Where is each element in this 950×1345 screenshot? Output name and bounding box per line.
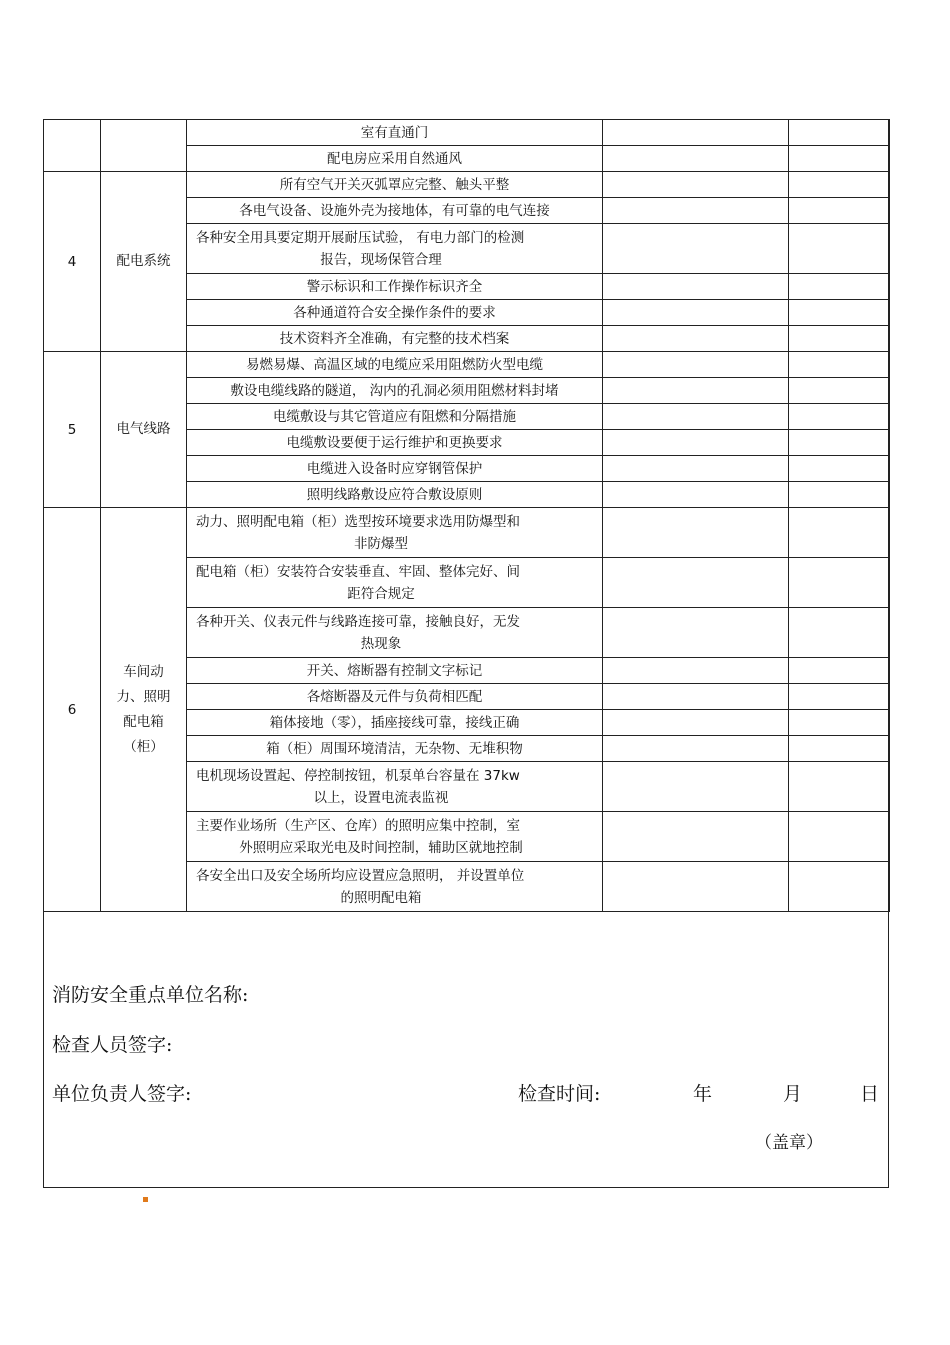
check-item-text: 敷设电缆线路的隧道， 沟内的孔洞必须用阻燃材料封堵 xyxy=(230,382,559,399)
result-cell xyxy=(603,710,789,736)
note-cell xyxy=(789,762,890,812)
check-item-text: 热现象 xyxy=(360,635,402,652)
note-cell xyxy=(789,300,890,326)
note-cell xyxy=(789,456,890,482)
section-number: 6 xyxy=(44,508,101,912)
note-cell xyxy=(789,146,890,172)
result-cell xyxy=(603,482,789,508)
result-cell xyxy=(603,684,789,710)
result-cell xyxy=(603,430,789,456)
unit-head-signature-label: 单位负责人签字: xyxy=(52,1083,192,1105)
check-item-text: 的照明配电箱 xyxy=(340,889,422,906)
check-item xyxy=(187,352,603,378)
check-item-text: 各种通道符合安全操作条件的要求 xyxy=(293,304,496,321)
seal-label: （盖章） xyxy=(755,1133,823,1153)
table-row xyxy=(44,120,890,146)
note-cell xyxy=(789,684,890,710)
section-number: 4 xyxy=(44,172,101,352)
note-cell xyxy=(789,352,890,378)
day-label: 日 xyxy=(860,1083,880,1105)
check-item xyxy=(187,812,603,862)
check-item xyxy=(187,482,603,508)
note-cell xyxy=(789,558,890,608)
table-row xyxy=(44,352,890,378)
result-cell xyxy=(603,378,789,404)
check-item xyxy=(187,146,603,172)
result-cell xyxy=(603,146,789,172)
number-cell xyxy=(44,120,101,172)
section-category-text: 电气线路 xyxy=(116,421,171,437)
note-cell xyxy=(789,430,890,456)
section-category-text: 配电箱 xyxy=(123,713,164,730)
note-cell xyxy=(789,326,890,352)
check-item xyxy=(187,430,603,456)
check-item xyxy=(187,736,603,762)
category-cell xyxy=(101,120,187,172)
result-cell xyxy=(603,300,789,326)
check-item-text: 各安全出口及安全场所均应设置应急照明， 并设置单位 xyxy=(196,867,525,884)
check-item-text: 开关、熔断器有控制文字标记 xyxy=(306,662,483,679)
result-cell xyxy=(603,862,789,912)
result-cell xyxy=(603,352,789,378)
check-item-text: 照明线路敷设应符合敷设原则 xyxy=(306,486,483,503)
signature-area xyxy=(43,913,889,1188)
page-marker xyxy=(143,1197,148,1202)
note-cell xyxy=(789,172,890,198)
result-cell xyxy=(603,224,789,274)
note-cell xyxy=(789,508,890,558)
check-item-text: 以上，设置电流表监视 xyxy=(313,789,449,806)
check-item-text: 箱（柜）周围环境清洁，无杂物、无堆积物 xyxy=(266,740,523,757)
check-item xyxy=(187,456,603,482)
section-category xyxy=(101,352,187,508)
check-item xyxy=(187,658,603,684)
note-cell xyxy=(789,224,890,274)
check-item xyxy=(187,172,603,198)
result-cell xyxy=(603,172,789,198)
table-row xyxy=(44,172,890,198)
result-cell xyxy=(603,736,789,762)
check-item xyxy=(187,404,603,430)
result-cell xyxy=(603,120,789,146)
year-label: 年 xyxy=(693,1083,713,1105)
check-item xyxy=(187,684,603,710)
result-cell xyxy=(603,274,789,300)
check-item-text: 技术资料齐全准确，有完整的技术档案 xyxy=(279,330,510,347)
note-cell xyxy=(789,274,890,300)
check-item xyxy=(187,710,603,736)
note-cell xyxy=(789,608,890,658)
check-item xyxy=(187,274,603,300)
table-row xyxy=(44,508,890,558)
result-cell xyxy=(603,812,789,862)
check-item-text: 各种开关、仪表元件与线路连接可靠，接触良好，无发 xyxy=(196,613,520,630)
check-item-text: 易燃易爆、高温区域的电缆应采用阻燃防火型电缆 xyxy=(246,356,543,373)
inspection-table xyxy=(43,119,890,912)
check-item xyxy=(187,224,603,274)
note-cell xyxy=(789,482,890,508)
section-category-text: 力、照明 xyxy=(116,688,171,705)
check-item-text: 主要作业场所（生产区、仓库）的照明应集中控制，室 xyxy=(196,817,520,834)
section-category xyxy=(101,508,187,912)
note-cell xyxy=(789,736,890,762)
check-item xyxy=(187,300,603,326)
check-item xyxy=(187,862,603,912)
check-item-text: 各电气设备、设施外壳为接地体，有可靠的电气连接 xyxy=(239,202,550,219)
check-item xyxy=(187,120,603,146)
check-time-label: 检查时间: xyxy=(518,1083,601,1105)
note-cell xyxy=(789,862,890,912)
section-category-text: （柜） xyxy=(123,738,164,755)
check-item-text: 报告，现场保管合理 xyxy=(320,251,442,268)
result-cell xyxy=(603,558,789,608)
check-item-text: 各熔断器及元件与负荷相匹配 xyxy=(306,688,483,705)
result-cell xyxy=(603,762,789,812)
section-category xyxy=(101,172,187,352)
check-item xyxy=(187,558,603,608)
inspector-signature-label: 检查人员签字: xyxy=(52,1034,173,1056)
check-item xyxy=(187,508,603,558)
check-item xyxy=(187,198,603,224)
note-cell xyxy=(789,378,890,404)
note-cell xyxy=(789,404,890,430)
result-cell xyxy=(603,198,789,224)
check-item xyxy=(187,378,603,404)
check-item-text: 各种安全用具要定期开展耐压试验， 有电力部门的检测 xyxy=(196,229,525,246)
check-item-text: 警示标识和工作操作标识齐全 xyxy=(306,278,483,295)
note-cell xyxy=(789,812,890,862)
check-item-text: 非防爆型 xyxy=(354,535,408,552)
result-cell xyxy=(603,508,789,558)
result-cell xyxy=(603,326,789,352)
note-cell xyxy=(789,120,890,146)
check-item-text: 外照明应采取光电及时间控制，辅助区就地控制 xyxy=(239,839,523,856)
note-cell xyxy=(789,658,890,684)
check-item-text: 电缆敷设与其它管道应有阻燃和分隔措施 xyxy=(273,408,516,425)
section-category-text: 车间动 xyxy=(123,663,164,680)
check-item xyxy=(187,326,603,352)
check-item-text: 电缆进入设备时应穿钢管保护 xyxy=(306,460,483,477)
check-item-text: 配电房应采用自然通风 xyxy=(327,150,462,167)
unit-name-label: 消防安全重点单位名称: xyxy=(52,984,249,1006)
section-category-text: 配电系统 xyxy=(116,253,171,269)
check-item-text: 配电箱（柜）安装符合安装垂直、牢固、整体完好、间 xyxy=(196,563,520,580)
check-item-text: 动力、照明配电箱（柜）选型按环境要求选用防爆型和 xyxy=(196,513,520,530)
check-item-text: 电缆敷设要便于运行维护和更换要求 xyxy=(286,434,503,451)
note-cell xyxy=(789,710,890,736)
result-cell xyxy=(603,608,789,658)
check-item xyxy=(187,762,603,812)
check-item xyxy=(187,608,603,658)
month-label: 月 xyxy=(783,1083,803,1105)
check-item-text: 室有直通门 xyxy=(360,124,429,141)
check-item-text: 所有空气开关灭弧罩应完整、触头平整 xyxy=(279,176,510,193)
check-item-text: 距符合规定 xyxy=(347,585,415,602)
check-item-text: 箱体接地（零），插座接线可靠，接线正确 xyxy=(269,714,520,731)
result-cell xyxy=(603,404,789,430)
note-cell xyxy=(789,198,890,224)
check-item-text: 电机现场设置起、停控制按钮，机泵单台容量在 37kw xyxy=(196,767,520,784)
result-cell xyxy=(603,456,789,482)
result-cell xyxy=(603,658,789,684)
section-number: 5 xyxy=(44,352,101,508)
